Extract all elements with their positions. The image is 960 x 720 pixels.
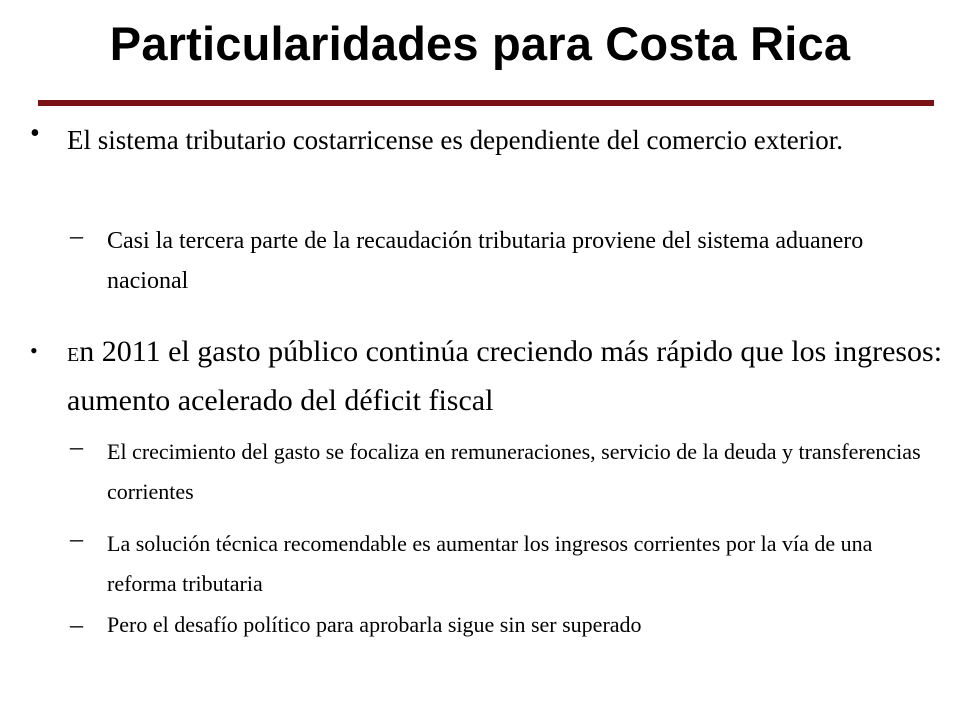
bullet-text: [67, 329, 947, 424]
bullet-text: El sistema tributario costarricense es dependiente del comercio exterior.: [67, 125, 843, 155]
bullet-marker: •: [30, 338, 38, 363]
dash-marker: –: [70, 524, 83, 553]
slide-title: Particularidades para Costa Rica: [109, 17, 851, 70]
dash-marker: –: [70, 432, 83, 461]
subitem-text: La solución técnica recomendable es aumentar los ingresos corrientes por la vía de una reforma tributaria: [107, 531, 873, 596]
dash-marker: –: [70, 221, 83, 250]
bullet-text-first-letter: E: [67, 344, 80, 366]
subitem-text: El crecimiento del gasto se focaliza en remuneraciones, servicio de la deuda y transferencias corrientes: [107, 439, 921, 504]
dash-marker: –: [70, 610, 83, 639]
subitem-text: Pero el desafío político para aprobarla sigue sin ser superado: [107, 612, 642, 637]
bullet-text-rest: n 2011 el gasto público continúa creciendo más rápido que los ingresos: aumento acelerado del déficit fiscal: [67, 335, 943, 417]
subitem-text: Casi la tercera parte de la recaudación tributaria proviene del sistema aduanero nacional: [107, 228, 864, 294]
bullet-marker: •: [30, 118, 40, 149]
